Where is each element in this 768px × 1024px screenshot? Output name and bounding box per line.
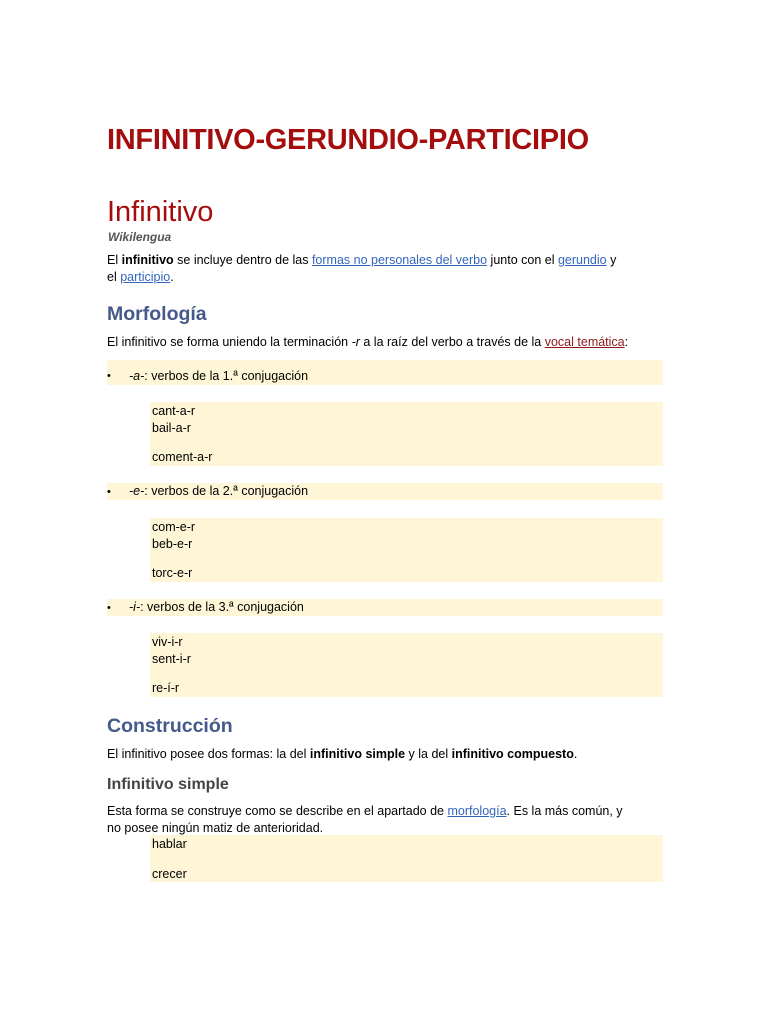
- example-line: com-e-r: [152, 520, 196, 534]
- conjugacion-label: [129, 368, 308, 385]
- intro-text: .: [170, 270, 174, 284]
- example-line: viv-i-r: [152, 635, 183, 649]
- intro-text: se incluye dentro de las: [173, 253, 312, 267]
- morfologia-paragraph: [107, 334, 667, 351]
- bold-infinitivo-compuesto: infinitivo compuesto: [451, 747, 574, 761]
- examples-box-3: [150, 633, 663, 697]
- list-item-conjugacion-3: [107, 599, 663, 616]
- bullet-icon: •: [107, 486, 111, 498]
- example-line: coment-a-r: [152, 450, 213, 464]
- link-morfologia[interactable]: morfología: [447, 804, 507, 818]
- source-label: Wikilengua: [108, 230, 172, 244]
- example-line: torc-e-r: [152, 566, 193, 580]
- construccion-paragraph: [107, 746, 667, 763]
- conjugacion-label: [129, 599, 304, 616]
- simple-text: Esta forma se construye como se describe en el apartado de: [107, 804, 448, 818]
- link-vocal-tematica[interactable]: vocal temática: [544, 335, 625, 349]
- construccion-text: .: [573, 747, 578, 761]
- intro-text: junto con el: [487, 253, 558, 267]
- construccion-text: y la del: [405, 747, 452, 761]
- list-item-conjugacion-2: [107, 483, 663, 500]
- heading-construccion: Construcción: [107, 715, 233, 737]
- simple-paragraph: [107, 803, 667, 837]
- intro-text: El: [107, 253, 122, 267]
- examples-box-simple: [150, 835, 663, 882]
- example-line: cant-a-r: [152, 404, 196, 418]
- conjugacion-text: : verbos de la 1.ª conjugación: [144, 369, 309, 383]
- bullet-icon: •: [107, 370, 111, 382]
- intro-text: y: [606, 253, 617, 267]
- link-gerundio[interactable]: gerundio: [557, 253, 607, 267]
- example-line: crecer: [152, 867, 187, 881]
- morfologia-text: :: [624, 335, 629, 349]
- heading-morfologia: Morfología: [107, 303, 207, 325]
- vowel-i: -i-: [129, 600, 141, 614]
- construccion-text: El infinitivo posee dos formas: la del: [107, 747, 310, 761]
- conjugacion-text: : verbos de la 3.ª conjugación: [140, 600, 304, 614]
- morfologia-text: El infinitivo se forma uniendo la terminación: [107, 335, 352, 349]
- heading-infinitivo-simple: Infinitivo simple: [107, 776, 229, 793]
- example-line: hablar: [152, 837, 187, 851]
- conjugacion-label: [129, 483, 308, 500]
- vowel-a: -a-: [129, 369, 145, 383]
- morfologia-text: a la raíz del verbo a través de la: [359, 335, 545, 349]
- link-participio[interactable]: participio: [120, 270, 171, 284]
- morfologia-italic-r: -r: [351, 335, 360, 349]
- conjugacion-text: : verbos de la 2.ª conjugación: [144, 484, 309, 498]
- simple-text: . Es la más común, y: [506, 804, 623, 818]
- link-formas-no-personales[interactable]: formas no personales del verbo: [311, 253, 488, 267]
- document-title: INFINITIVO-GERUNDIO-PARTICIPIO: [107, 124, 589, 156]
- intro-paragraph: [107, 252, 667, 286]
- vowel-e: -e-: [129, 484, 145, 498]
- list-item-conjugacion-1: [107, 360, 663, 385]
- bullet-icon: •: [107, 602, 111, 614]
- example-line: re-í-r: [152, 681, 180, 695]
- section-title: Infinitivo: [107, 196, 214, 228]
- example-line: sent-i-r: [152, 652, 191, 666]
- example-line: beb-e-r: [152, 537, 193, 551]
- example-line: bail-a-r: [152, 421, 191, 435]
- simple-text: no posee ningún matiz de anterioridad.: [107, 821, 324, 835]
- examples-box-2: [150, 518, 663, 582]
- intro-bold-infinitivo: infinitivo: [121, 253, 174, 267]
- intro-text: el: [107, 270, 121, 284]
- examples-box-1: [150, 402, 663, 466]
- bold-infinitivo-simple: infinitivo simple: [309, 747, 406, 761]
